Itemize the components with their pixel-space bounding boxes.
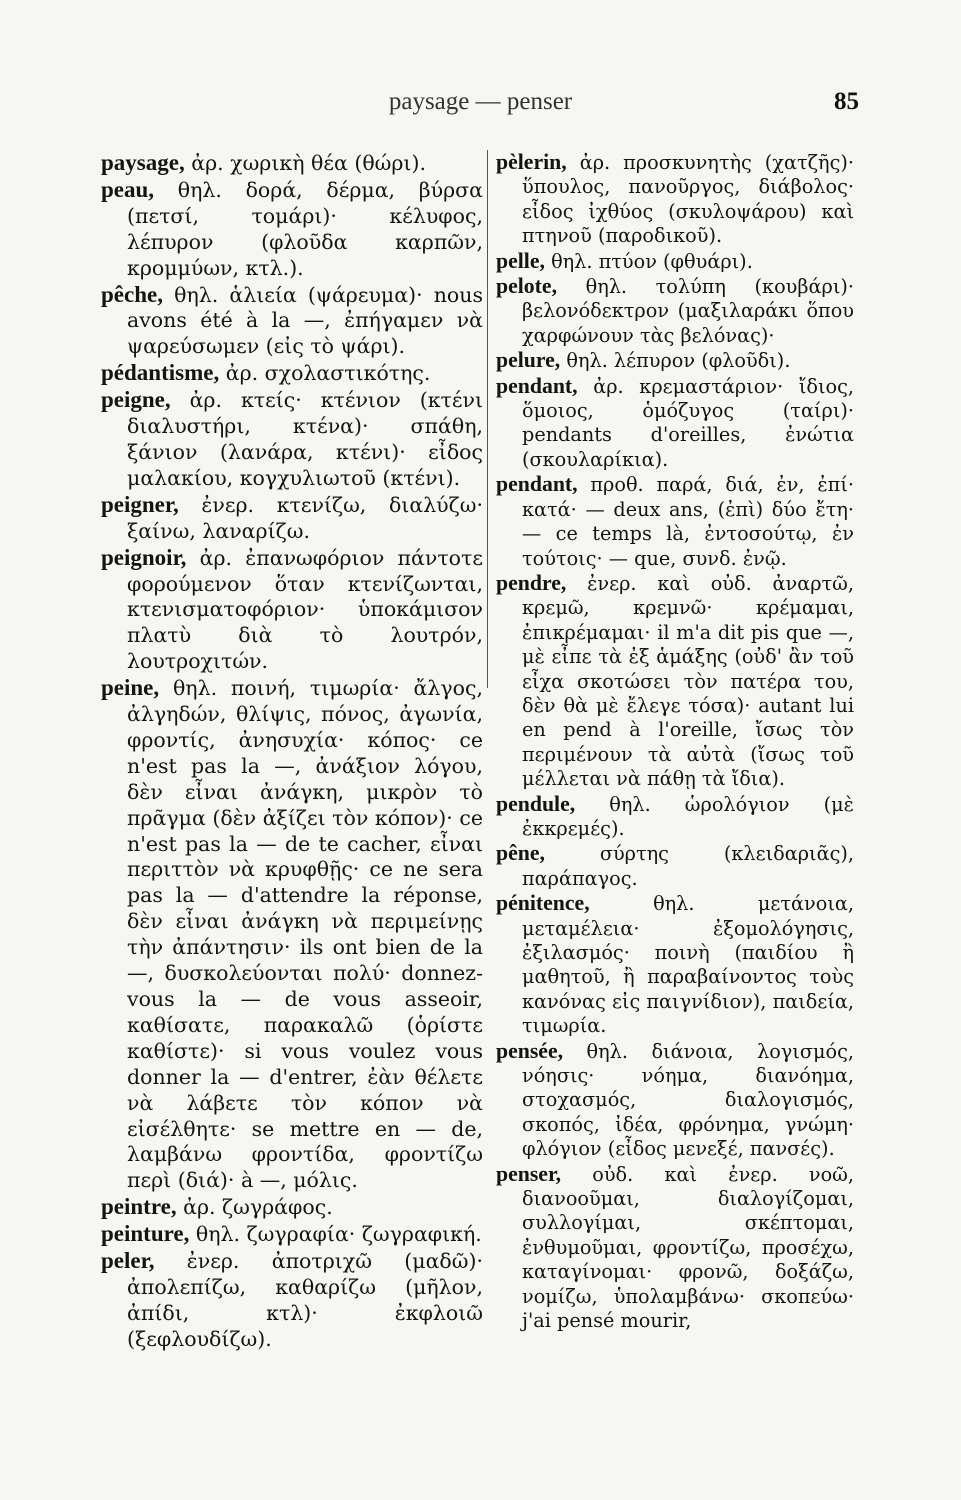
dictionary-entry (496, 792, 854, 842)
column-divider (487, 150, 488, 688)
entry-headword: peignoir, (101, 544, 187, 570)
entry-headword: peintre, (101, 1194, 177, 1220)
entry-headword: pelle, (496, 248, 545, 273)
entry-headword: peinture, (101, 1221, 190, 1247)
page-header (0, 88, 961, 128)
dictionary-entry (496, 274, 854, 348)
entry-headword: pendant, (496, 373, 578, 398)
dictionary-entry (496, 150, 854, 249)
dictionary-entry (496, 249, 854, 274)
dictionary-entry (101, 545, 483, 676)
entry-definition: ἀρ. ἐπανωφόριον πάντοτε φορούμενον ὅταν κτενίζωνται, κτενισματοφόριον· ὑποκάμισον πλατὺ διὰ τὸ λουτρόν, λουτροχιτών. (127, 545, 483, 674)
dictionary-entry (101, 387, 483, 492)
entry-headword: penser, (496, 1161, 562, 1186)
entry-definition: ἐνερ. καὶ οὐδ. ἀναρτῶ, κρεμῶ, κρεμνῶ· κρέμαμαι, ἐπικρέμαμαι· il m'a dit pis que —, μὲ εἶπε τὰ ἐξ ἁμάξης (οὐδ' ἂν τοῦ εἶχα σκοτώσει τὸν πατέρα του, δὲν θὰ μὲ ἔλεγε τόσα)· autant lui en pend à l'oreille, ἴσως τὸν περιμένουν τὰ αὐτὰ (ἴσως τοῦ μέλλεται νὰ πάθῃ τὰ ἴδια). (522, 571, 854, 791)
dictionary-entry (496, 841, 854, 891)
dictionary-entry (496, 1039, 854, 1162)
entry-headword: pèlerin, (496, 150, 567, 174)
entry-headword: peigne, (101, 387, 171, 413)
entry-definition: θηλ. λέπυρον (φλοῦδι). (566, 349, 791, 373)
entry-headword: pêne, (496, 841, 545, 866)
entry-definition: θηλ. διάνοια, λογισμός, νόησις· νόημα, διανόημα, στοχασμός, διαλογισμός, σκοπός, ἰδέα, φρόνημα, γνώμη· φλόγιον (εἶδος μενεξέ, πανσές). (522, 1039, 854, 1161)
dictionary-entry (101, 282, 483, 361)
entry-headword: pelure, (496, 348, 561, 373)
entry-definition: σύρτης (κλειδαριᾶς), παράπαγος. (522, 842, 854, 890)
entry-headword: peigner, (101, 491, 179, 517)
entry-definition: οὐδ. καὶ ἐνερ. νοῶ, διανοοῦμαι, διαλογίζομαι, συλλογίμαι, σκέπτομαι, ἐνθυμοῦμαι, φροντίζω, προσέχω, καταγίνομαι· φρονῶ, δοξάζω, νομίζω, ὑπολαμβάνω· σκοπεύω· j'ai pensé mourir, (522, 1162, 854, 1333)
entry-definition: θηλ. ὡρολόγιον (μὲ ἐκκρεμές). (522, 792, 854, 840)
entry-headword: pelote, (496, 274, 558, 299)
right-column (496, 150, 854, 1334)
dictionary-entry (496, 571, 854, 792)
entry-headword: peler, (101, 1248, 155, 1274)
dictionary-entry (496, 348, 854, 373)
entry-headword: pendant, (496, 472, 578, 497)
entry-headword: pendre, (496, 570, 567, 595)
entry-definition: ἀρ. χωρικὴ θέα (θώρι). (191, 151, 426, 175)
entry-headword: peine, (101, 675, 160, 701)
entry-headword: pensée, (496, 1038, 564, 1063)
entry-headword: pénitence, (496, 891, 590, 916)
entry-definition: ἐνερ. κτενίζω, διαλύζω· ξαίνω, λαναρίζω. (127, 492, 483, 543)
entry-headword: paysage, (101, 150, 185, 175)
entry-definition: ἀρ. κρεμαστάριον· ἴδιος, ὅμοιος, ὁμόζυγος (ταίρι)· pendants d'oreilles, ἐνώτια (σκουλαρίκια). (522, 374, 854, 471)
entry-definition: θηλ. μετάνοια, μεταμέλεια· ἐξομολόγησις, ἐξιλασμός· ποινὴ (παιδίου ἢ μαθητοῦ, ἢ παραβαίνοντος τοὺς κανόνας εἰς παιγνίδιον), παιδεία, τιμωρία. (522, 892, 855, 1038)
entry-definition: θηλ. ἁλιεία (ψάρευμα)· nous avons été à la —, ἐπήγαμεν νὰ ψαρεύσωμεν (εἰς τὸ ψάρι). (127, 282, 483, 359)
dictionary-entry (496, 891, 854, 1038)
dictionary-entry (101, 150, 483, 177)
dictionary-entry (101, 360, 483, 387)
entry-definition: ἀρ. σχολαστικότης. (225, 361, 431, 386)
entry-definition: θηλ. δορά, δέρμα, βύρσα (πετσί, τομάρι)· κέλυφος, λέπυρον (φλοῦδα καρπῶν, κρομμύων, κτλ.). (127, 177, 483, 280)
dictionary-entry (101, 1248, 483, 1353)
dictionary-entry (496, 472, 854, 571)
dictionary-entry (101, 1221, 483, 1248)
entry-definition: θηλ. πτύον (φθυάρι). (551, 249, 753, 273)
left-column (101, 150, 483, 1353)
entry-definition: προθ. παρά, διά, ἐν, ἐπί· κατά· — deux ans, (ἐπὶ) δύο ἔτη· — ce temps là, ἐντοσούτῳ, ἐν τούτοις· — que, συνδ. ἐνῷ. (522, 473, 854, 570)
dictionary-entry (101, 675, 483, 1194)
entry-definition: ἀρ. ζωγράφος. (183, 1195, 333, 1220)
dictionary-entry (101, 1194, 483, 1221)
entry-headword: pêche, (101, 281, 163, 307)
entry-definition: θηλ. τολύπη (κουβάρι)· βελονόδεκτρον (μαξιλαράκι ὅπου χαρφώνουν τὰς βελόνας)· (522, 275, 854, 347)
entry-definition: ἀρ. προσκυνητὴς (χατζῆς)· ὕπουλος, πανοῦργος, διάβολος· εἶδος ἰχθύος (σκυλοψάρου) καὶ πτηνοῦ (παροδικοῦ). (522, 151, 854, 248)
entry-headword: pendule, (496, 791, 576, 816)
running-title: paysage — penser (388, 88, 573, 115)
entry-definition: θηλ. ζωγραφία· ζωγραφική. (195, 1222, 482, 1247)
dictionary-entry (496, 374, 854, 473)
entry-definition: θηλ. ποινή, τιμωρία· ἄλγος, ἀλγηδών, θλίψις, πόνος, ἀγωνία, φροντίς, ἀνησυχία· κόπος· ce n'est pas la —, ἀνάξιον λόγου, δὲν εἶναι ἀνάγκη, μικρὸν τὸ πρᾶγμα (δὲν ἀξίζει τὸν κόπον)· ce n'est pas la — de te cacher, εἶναι περιττὸν νὰ κρυφθῇς· ce ne sera pas la — d'attendre la réponse, δὲν εἶναι ἀνάγκη νὰ περιμείνῃς τὴν ἀπάντησιν· ils ont bien de la —, δυσκολεύονται πολύ· donnez-vous la — de vous asseoir, καθίσατε, παρακαλῶ (ὁρίστε καθίστε)· si vous voulez vous donner la — d'entrer, ἐὰν θέλετε νὰ λάβετε τὸν κόπον νὰ εἰσέλθητε· se mettre en — de, λαμβάνω φροντίδα, φροντίζω περὶ (διά)· à —, μόλις. (127, 676, 483, 1193)
dictionary-entry (496, 1162, 854, 1334)
entry-headword: pédantisme, (101, 360, 220, 386)
dictionary-entry (101, 492, 483, 545)
dictionary-entry (101, 177, 483, 282)
entry-definition: ἐνερ. ἀποτριχῶ (μαδῶ)· ἀπολεπίζω, καθαρίζω (μῆλον, ἀπίδι, κτλ)· ἐκφλοιῶ (ξεφλουδίζω). (127, 1249, 483, 1351)
page-number: 85 (834, 88, 859, 115)
entry-headword: peau, (101, 176, 155, 202)
entry-definition: ἀρ. κτείς· κτένιον (κτένι διαλυστήρι, κτένα)· σπάθη, ξάνιον (λανάρα, κτένι)· εἶδος μαλακίου, κογχυλιωτοῦ (κτένι). (127, 388, 483, 490)
